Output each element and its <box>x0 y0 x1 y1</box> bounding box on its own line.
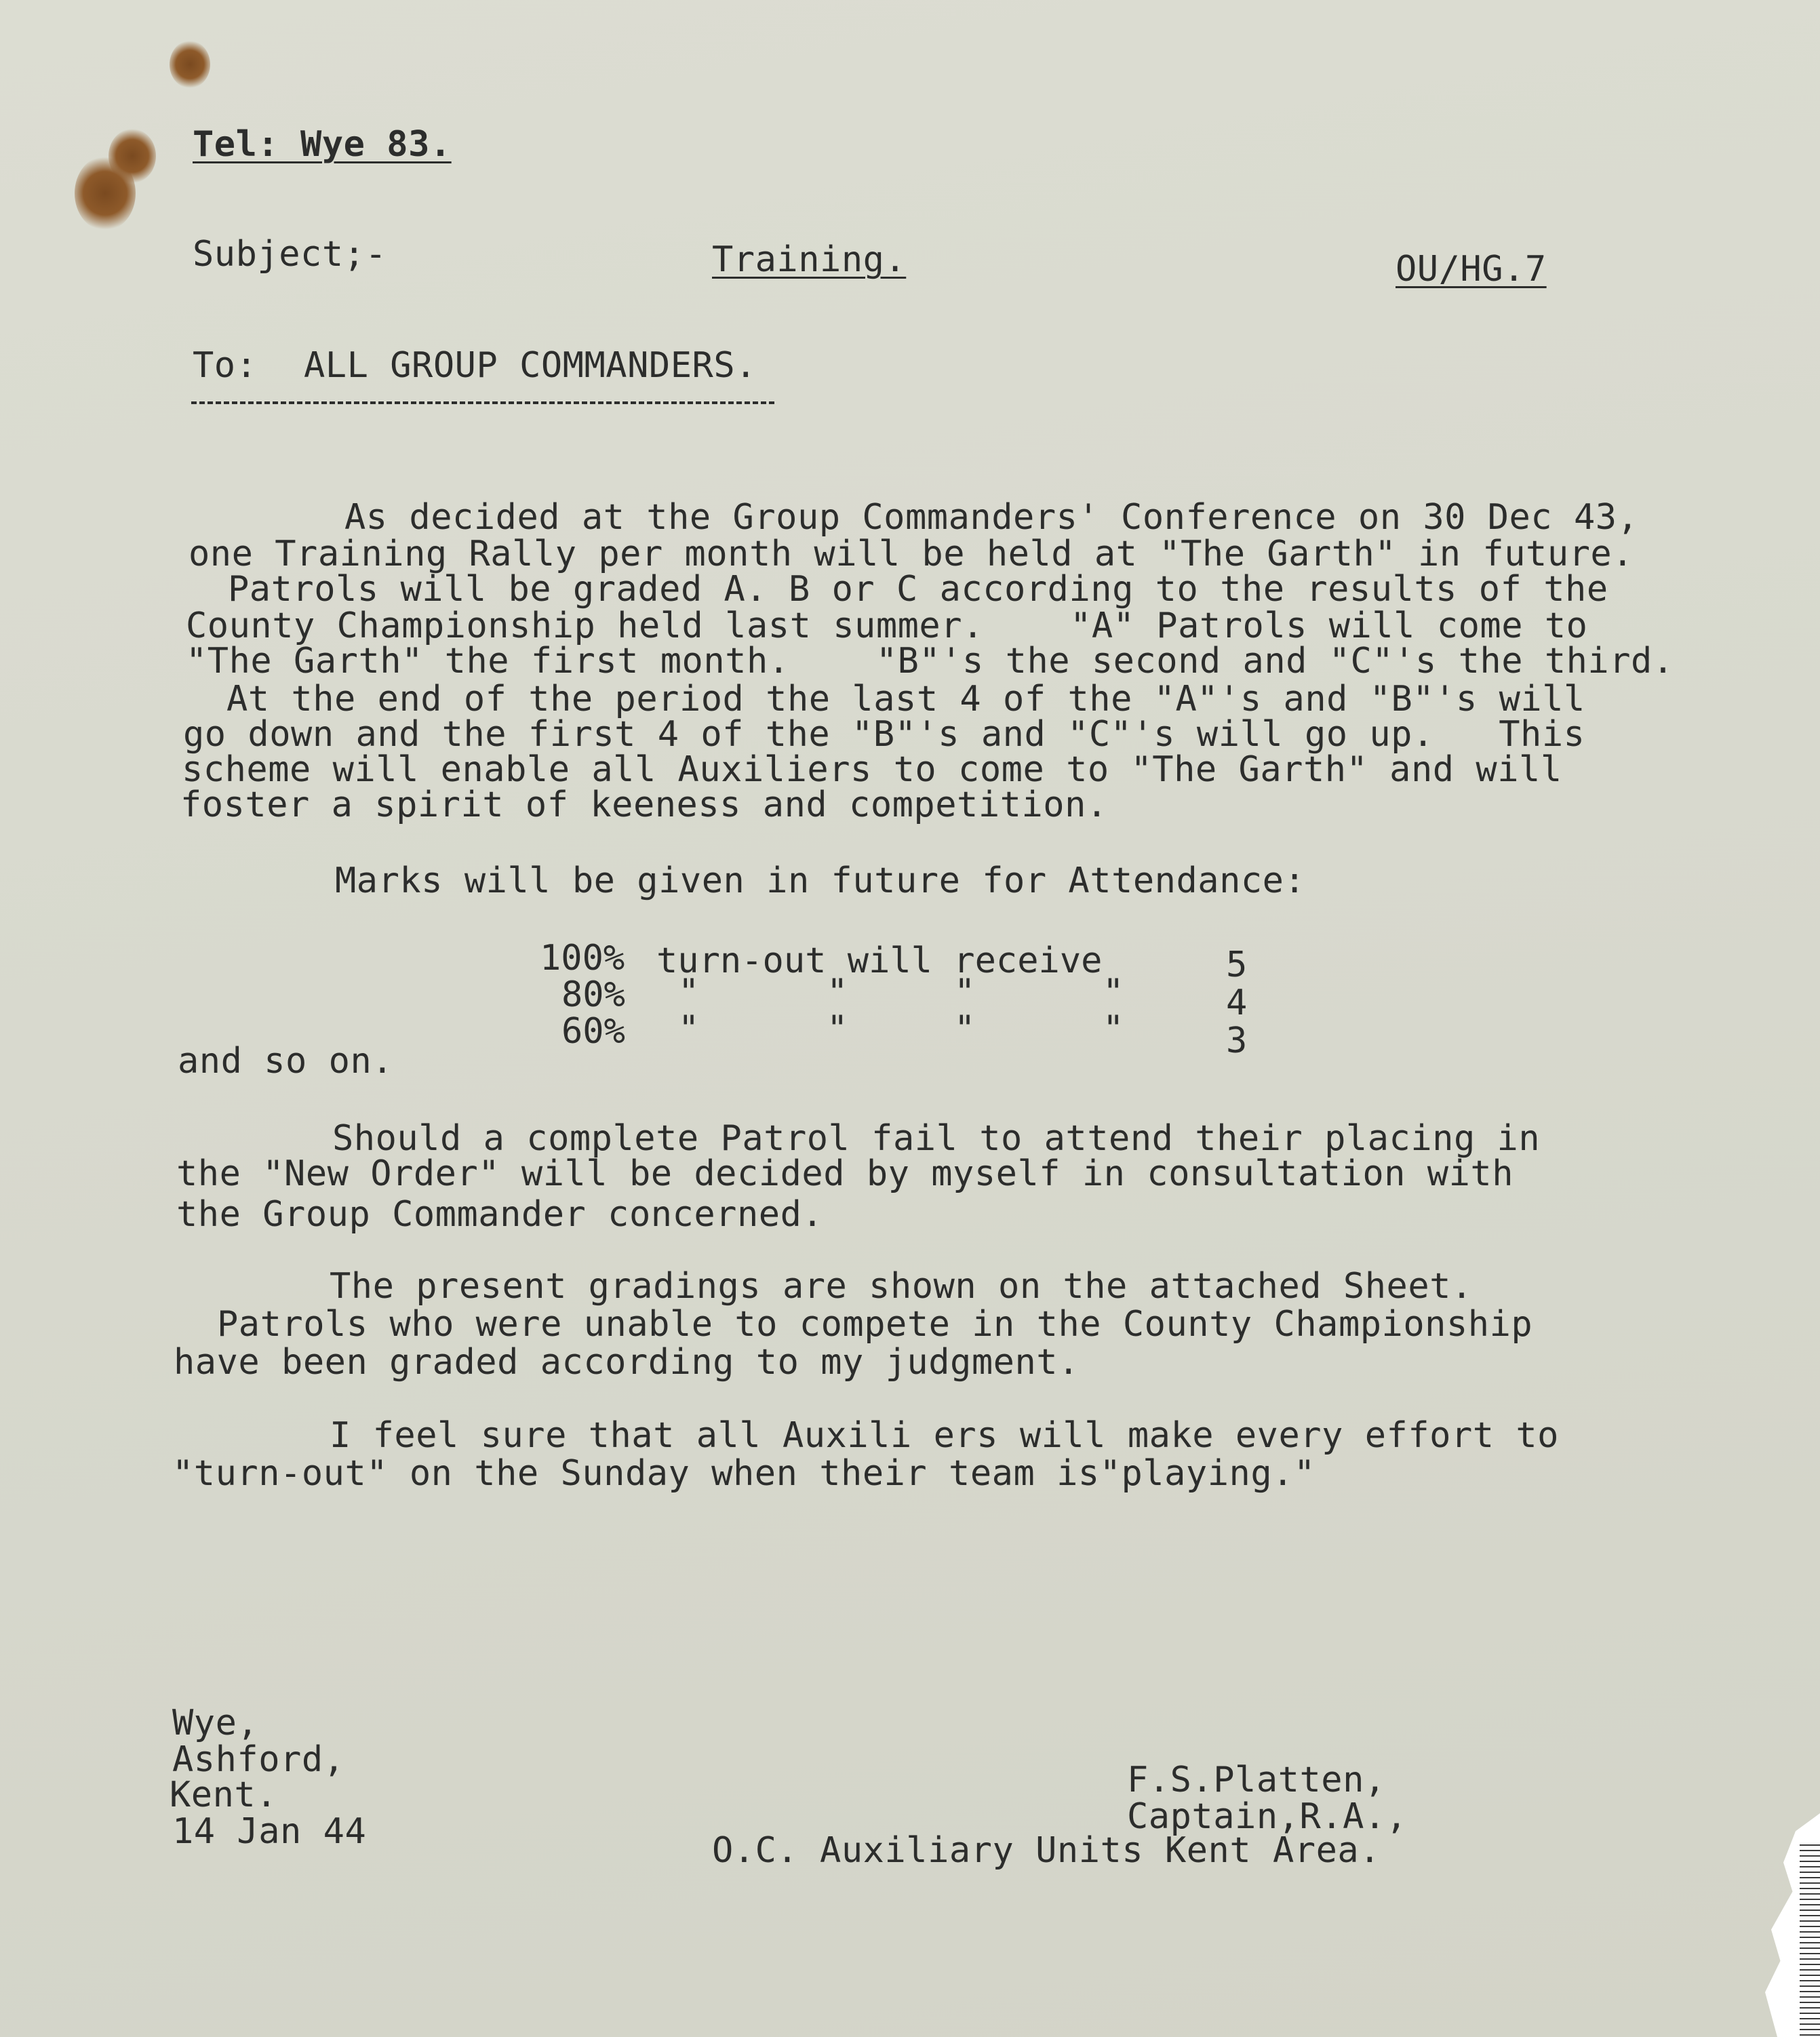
rust-stain-icon <box>170 41 210 88</box>
letter-date: 14 Jan 44 <box>172 1811 367 1852</box>
para1-line: County Championship held last summer. "A" Patrols will come to <box>186 606 1588 646</box>
marks-pct: 60% <box>561 1011 625 1052</box>
marks-pct: 80% <box>561 974 625 1015</box>
rust-stain-icon <box>108 129 156 183</box>
para3-line: The present gradings are shown on the attached Sheet. <box>330 1266 1473 1307</box>
marks-pct: 100% <box>540 938 625 978</box>
signatory-name: F.S.Platten, <box>1127 1760 1386 1800</box>
para2-line: the Group Commander concerned. <box>176 1194 824 1235</box>
para1-line: go down and the first 4 of the "B"'s and "C"'s will go up. This <box>183 714 1585 755</box>
marks-desc: " " " " <box>678 1008 1124 1049</box>
telephone-line: Tel: Wye 83. <box>193 124 452 165</box>
address-line: Wye, <box>172 1703 259 1743</box>
and-so-on: and so on. <box>178 1041 394 1082</box>
para1-line: As decided at the Group Commanders' Conference on 30 Dec 43, <box>344 497 1639 538</box>
para1-line: At the end of the period the last 4 of the "A"'s and "B"'s will <box>226 679 1585 719</box>
para3-line: Patrols who were unable to compete in the County Championship <box>217 1304 1533 1345</box>
para2-line: the "New Order" will be decided by myself in consultation with <box>176 1153 1514 1194</box>
scan-ruler <box>1800 1840 1820 2037</box>
address-line: Kent. <box>170 1775 278 1815</box>
subject-value: Training. <box>712 239 907 280</box>
para1-line: "The Garth" the first month. "B"'s the second and "C"'s the third. <box>186 641 1674 681</box>
para1-line: Patrols will be graded A. B or C according to the results of the <box>228 569 1608 610</box>
marks-score: 5 <box>1226 945 1248 985</box>
marks-desc: " " " " <box>678 972 1124 1012</box>
para1-line: scheme will enable all Auxiliers to come to "The Garth" and will <box>182 749 1562 790</box>
reference-number: OU/HG.7 <box>1396 249 1547 290</box>
recipient-value: ALL GROUP COMMANDERS. <box>304 345 757 386</box>
recipient-label: To: <box>193 345 258 386</box>
marks-score: 4 <box>1226 983 1248 1023</box>
signatory-rank: Captain,R.A., <box>1127 1796 1408 1837</box>
recipient-underline <box>191 401 774 404</box>
signatory-unit: O.C. Auxiliary Units Kent Area. <box>712 1830 1381 1871</box>
para1-line: foster a spirit of keeness and competition. <box>180 785 1108 825</box>
subject-label: Subject;- <box>193 234 387 275</box>
para4-line: "turn-out" on the Sunday when their team is"playing." <box>172 1453 1315 1494</box>
address-line: Ashford, <box>172 1739 345 1780</box>
para4-line: I feel sure that all Auxili ers will make every effort to <box>330 1415 1559 1456</box>
marks-intro: Marks will be given in future for Attendance: <box>335 861 1306 901</box>
para3-line: have been graded according to my judgment. <box>174 1342 1080 1383</box>
marks-score: 3 <box>1226 1021 1248 1061</box>
para1-line: one Training Rally per month will be held at "The Garth" in future. <box>189 534 1634 574</box>
para2-line: Should a complete Patrol fail to attend their placing in <box>332 1118 1541 1159</box>
marks-desc: turn-out will receive <box>656 941 1103 981</box>
